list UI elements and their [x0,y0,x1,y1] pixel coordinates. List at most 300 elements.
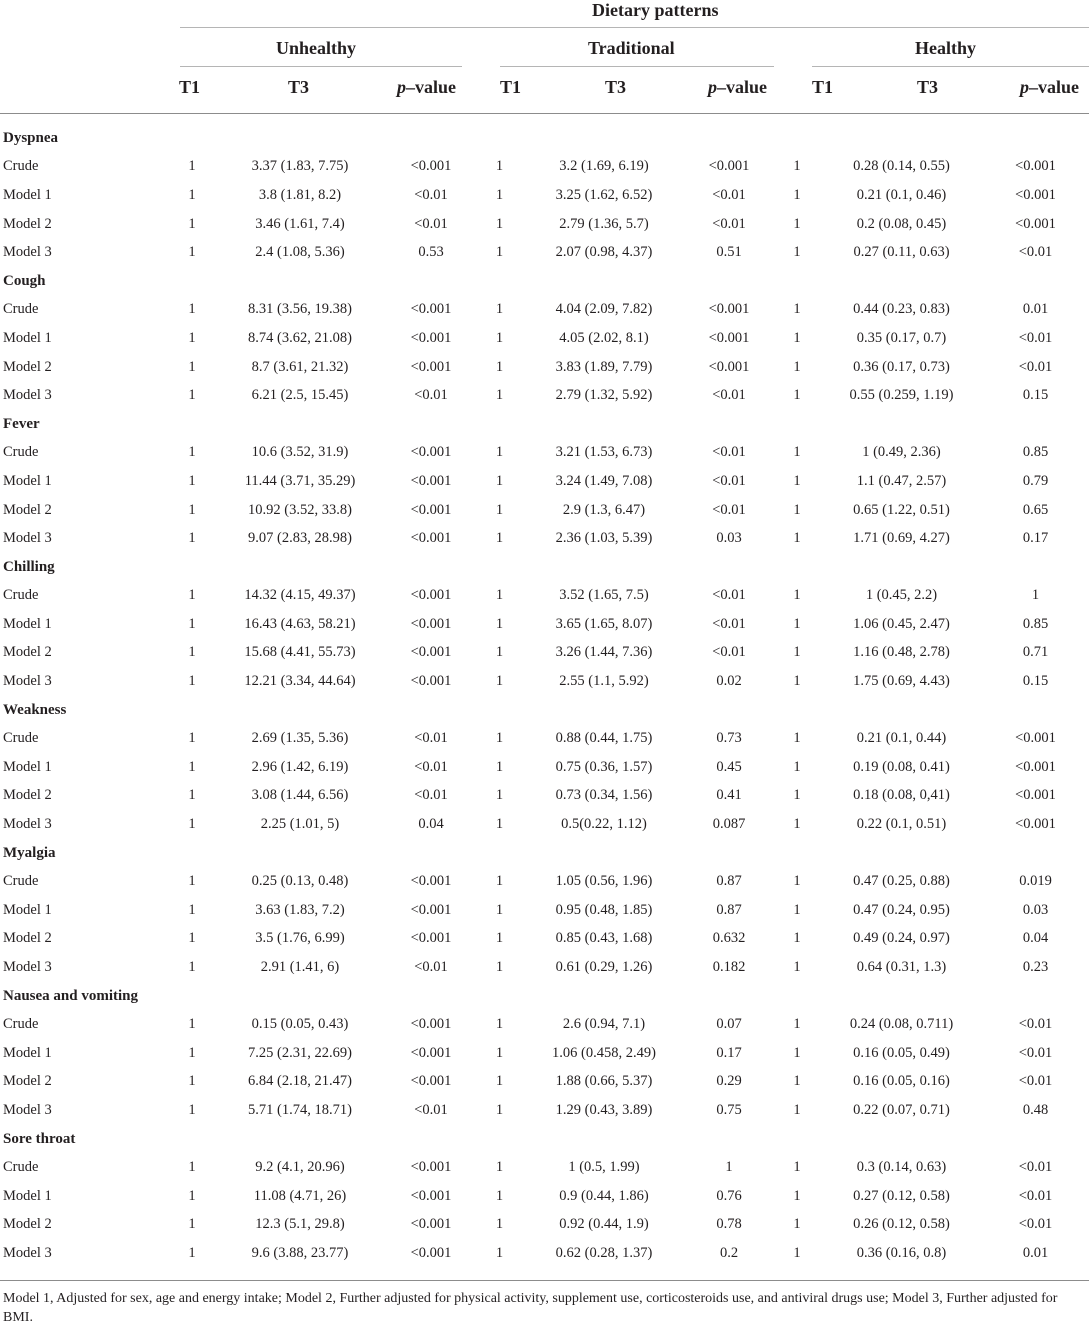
table-cell: 11.08 (4.71, 26) [253,1187,347,1204]
table-cell: <0.001 [708,329,750,346]
table-cell: 1 [793,1016,801,1033]
results-table-body [0,124,1089,1268]
table-cell: 0.62 (0.28, 1.37) [555,1244,653,1261]
table-cell: 1 [188,387,196,404]
table-cell: 0.23 [1022,959,1049,976]
table-cell: 1 [793,215,801,232]
table-cell: 0.04 [1022,930,1049,947]
table-cell: <0.01 [712,186,746,203]
section-title: Weakness [3,701,67,718]
row-label: Crude [3,587,39,604]
table-cell: <0.001 [410,358,452,375]
row-label: Crude [3,730,39,747]
table-row [0,582,1089,611]
table-row [0,1068,1089,1097]
table-cell: 9.6 (3.88, 23.77) [251,1244,349,1261]
table-cell: 0.087 [712,816,746,833]
section-title: Myalgia [3,844,56,861]
pattern-rule-traditional [500,66,774,67]
table-cell: <0.01 [414,730,448,747]
table-cell: 1 [495,1244,504,1261]
table-cell: 1 [188,1016,196,1033]
table-cell: 6.21 (2.5, 15.45) [251,387,349,404]
row-label: Crude [3,444,39,461]
table-cell: 7.25 (2.31, 22.69) [248,1044,352,1061]
results-table [0,124,1089,1268]
table-cell: 1 [793,244,801,261]
table-cell: 1 [495,1101,504,1118]
table-cell: 2.91 (1.41, 6) [260,959,340,976]
row-label: Model 1 [3,901,52,918]
table-row [0,667,1089,696]
table-cell: 1 [793,901,801,918]
row-label: Model 1 [3,472,52,489]
table-cell: 0.01 [1022,1244,1049,1261]
col-header-t1: T1 [812,77,834,97]
table-cell: 0.36 (0.16, 0.8) [856,1244,947,1261]
table-cell: 0.16 (0.05, 0.16) [853,1073,950,1090]
table-row [0,1010,1089,1039]
table-cell: 1 [188,186,196,203]
table-cell: 10.6 (3.52, 31.9) [251,444,349,461]
table-cell: 4.04 (2.09, 7.82) [555,301,653,318]
table-row [0,1239,1089,1268]
table-cell: 12.3 (5.1, 29.8) [255,1216,345,1233]
section-title: Cough [3,272,46,289]
col-header-t1: T1 [500,77,522,97]
table-cell: 1 [793,644,801,661]
table-cell: 1 [188,158,196,175]
table-cell: 1 [188,501,196,518]
table-cell: 0.79 [1022,472,1049,489]
table-cell: 1 [188,1216,196,1233]
table-cell: <0.001 [410,1044,452,1061]
table-cell: <0.01 [414,215,448,232]
table-cell: 1 [495,301,504,318]
table-cell: 0.87 [716,901,742,918]
table-cell: 9.07 (2.83, 28.98) [248,530,352,547]
table-cell: 0.47 (0.25, 0.88) [853,873,950,890]
table-cell: 1 [495,1216,504,1233]
table-cell: 1 [188,1244,196,1261]
table-cell: 0.29 [716,1073,742,1090]
table-cell: 10.92 (3.52, 33.8) [248,501,352,518]
table-cell: 0.71 [1022,644,1049,661]
pattern-title-healthy: Healthy [915,38,976,58]
section-header-row [0,982,1089,1011]
table-bottom-rule [0,1280,1089,1281]
table-cell: <0.001 [708,358,750,375]
table-row [0,1211,1089,1240]
table-cell: 0.65 (1.22, 0.51) [853,501,950,518]
table-cell: 12.21 (3.34, 44.64) [244,673,356,690]
table-cell: 1 [793,930,801,947]
table-cell: 1 [793,1073,801,1090]
table-cell: 1 (0.49, 2.36) [862,444,941,461]
table-cell: 1.29 (0.43, 3.89) [555,1101,653,1118]
table-cell: 3.2 (1.69, 6.19) [559,158,649,175]
table-cell: <0.001 [410,1016,452,1033]
row-label: Model 3 [3,816,52,833]
table-row [0,181,1089,210]
table-cell: 0.35 (0.17, 0.7) [856,329,947,346]
table-cell: 14.32 (4.15, 49.37) [244,587,356,604]
row-label: Model 3 [3,244,52,261]
table-cell: 0.65 [1022,501,1049,518]
pattern-rule-unhealthy [180,66,462,67]
table-cell: <0.001 [708,301,750,318]
table-cell: 1 [495,730,504,747]
table-cell: 0.019 [1019,873,1052,890]
table-cell: 1 [495,215,504,232]
col-header-p-value: p–value [397,77,457,97]
pattern-rule-healthy [812,66,1089,67]
row-label: Model 3 [3,959,52,976]
table-cell: <0.01 [1018,358,1053,375]
row-label: Model 3 [3,387,52,404]
table-cell: 1 [188,1044,196,1061]
table-row [0,896,1089,925]
table-cell: 8.31 (3.56, 19.38) [248,301,352,318]
table-cell: 0.18 (0.08, 0,41) [853,787,950,804]
table-cell: 1 [793,816,801,833]
table-cell: <0.01 [1018,244,1053,261]
table-cell: 3.46 (1.61, 7.4) [255,215,345,232]
table-cell: <0.001 [1015,158,1056,175]
table-cell: <0.01 [414,1101,448,1118]
row-label: Model 2 [3,1073,52,1090]
row-label: Model 2 [3,215,52,232]
table-cell: <0.01 [1018,1073,1053,1090]
row-label: Model 3 [3,673,52,690]
table-cell: 15.68 (4.41, 55.73) [244,644,356,661]
table-cell: 2.55 (1.1, 5.92) [559,673,649,690]
table-cell: 0.9 (0.44, 1.86) [559,1187,649,1204]
table-cell: 0.01 [1022,301,1049,318]
table-cell: 0.51 [716,244,742,261]
table-cell: 1 [495,873,504,890]
table-cell: 1 [188,930,196,947]
group-title: Dietary patterns [592,0,719,20]
table-cell: <0.001 [410,158,452,175]
table-cell: 1 [188,329,196,346]
table-cell: 0.75 [716,1101,742,1118]
table-cell: <0.01 [712,387,746,404]
table-cell: 1 [188,530,196,547]
table-cell: 1 [793,1101,801,1118]
row-label: Model 1 [3,329,52,346]
table-row [0,867,1089,896]
table-row [0,724,1089,753]
table-cell: 1 [188,758,196,775]
table-cell: 0.5(0.22, 1.12) [561,816,647,833]
table-cell: 1.05 (0.56, 1.96) [555,873,653,890]
col-header-t1: T1 [179,77,201,97]
table-cell: 1 [793,787,801,804]
table-cell: 2.6 (0.94, 7.1) [562,1016,646,1033]
table-cell: 0.73 [716,730,742,747]
table-cell: 1 [188,444,196,461]
col-header-p-value: p–value [1020,77,1080,97]
table-cell: <0.001 [410,873,452,890]
table-cell: 1 [495,472,504,489]
table-cell: 1 [793,587,801,604]
table-cell: 1 [793,673,801,690]
table-cell: 1 [793,158,801,175]
table-cell: 0.26 (0.12, 0.58) [853,1216,950,1233]
table-cell: 1 [495,787,504,804]
table-cell: 1 [495,1159,504,1176]
table-cell: 1 [188,816,196,833]
table-cell: 0.2 (0.08, 0.45) [856,215,947,232]
table-cell: 0.55 (0.259, 1.19) [849,387,954,404]
section-header-row [0,1125,1089,1154]
row-label: Model 2 [3,930,52,947]
table-cell: 1 [495,758,504,775]
group-rule [180,27,1089,28]
table-cell: 1 [495,444,504,461]
table-row [0,953,1089,982]
pattern-title-traditional: Traditional [588,38,675,58]
table-cell: <0.001 [410,930,452,947]
table-cell: <0.01 [1018,1187,1053,1204]
table-cell: 2.9 (1.3, 6.47) [562,501,646,518]
table-cell: 1 [793,530,801,547]
pattern-title-unhealthy: Unhealthy [276,38,357,58]
table-cell: 0.22 (0.07, 0.71) [853,1101,950,1118]
table-cell: 0.85 (0.43, 1.68) [555,930,653,947]
table-cell: 1 [495,501,504,518]
table-row [0,238,1089,267]
table-cell: <0.001 [1015,215,1056,232]
table-cell: 1 [495,959,504,976]
section-title: Chilling [3,558,55,575]
table-cell: 1 [188,215,196,232]
table-cell: 1 [793,873,801,890]
row-label: Crude [3,873,39,890]
table-cell: <0.01 [712,472,746,489]
table-cell: <0.001 [410,1216,452,1233]
table-cell: <0.01 [414,758,448,775]
table-cell: 1 [188,472,196,489]
table-row [0,381,1089,410]
table-cell: 1 [793,358,801,375]
table-cell: 1 [793,959,801,976]
table-cell: 2.25 (1.01, 5) [260,816,340,833]
table-cell: 3.8 (1.81, 8.2) [258,186,342,203]
table-cell: 1 [188,1159,196,1176]
table-cell: 1 [495,587,504,604]
table-cell: 11.44 (3.71, 35.29) [244,472,356,489]
table-row [0,153,1089,182]
table-cell: <0.01 [1018,1159,1053,1176]
table-cell: 1 [188,959,196,976]
section-title: Fever [3,415,40,432]
table-row [0,353,1089,382]
table-cell: <0.001 [410,644,452,661]
table-cell: 1 [188,1073,196,1090]
table-cell: <0.01 [712,644,746,661]
row-label: Model 3 [3,530,52,547]
table-cell: 0.02 [716,673,742,690]
col-header-t3: T3 [288,77,310,97]
table-cell: <0.001 [410,615,452,632]
table-row [0,810,1089,839]
table-cell: 1 [793,1187,801,1204]
row-label: Model 2 [3,1216,52,1233]
table-cell: 4.05 (2.02, 8.1) [559,329,649,346]
row-label: Model 1 [3,186,52,203]
table-cell: 1 [495,1187,504,1204]
table-cell: 3.65 (1.65, 8.07) [555,615,653,632]
table-cell: <0.01 [414,959,448,976]
table-cell: 1.06 (0.458, 2.49) [552,1044,656,1061]
table-cell: 2.4 (1.08, 5.36) [255,244,345,261]
section-header-row [0,410,1089,439]
table-cell: 1 [793,472,801,489]
table-cell: 1 [495,244,504,261]
table-cell: <0.001 [410,530,452,547]
row-label: Model 2 [3,358,52,375]
table-cell: 0.19 (0.08, 0.41) [853,758,950,775]
table-cell: 0.16 (0.05, 0.49) [853,1044,950,1061]
table-cell: 1 [793,615,801,632]
section-header-row [0,839,1089,868]
header-bottom-rule [0,113,1089,114]
table-cell: 0.25 (0.13, 0.48) [251,873,349,890]
table-cell: <0.001 [708,158,750,175]
table-cell: <0.001 [410,444,452,461]
table-cell: 16.43 (4.63, 58.21) [244,615,356,632]
table-cell: <0.001 [1015,758,1056,775]
table-cell: <0.001 [410,301,452,318]
table-cell: 0.85 [1022,615,1049,632]
table-cell: 0.49 (0.24, 0.97) [853,930,950,947]
table-cell: <0.01 [1018,1216,1053,1233]
table-cell: 0.64 (0.31, 1.3) [856,959,947,976]
table-cell: <0.001 [410,472,452,489]
table-cell: 1.1 (0.47, 2.57) [856,472,947,489]
table-cell: 9.2 (4.1, 20.96) [255,1159,345,1176]
row-label: Model 2 [3,501,52,518]
row-label: Model 2 [3,787,52,804]
table-row [0,639,1089,668]
table-cell: 1 [725,1159,733,1176]
table-cell: 0.41 [716,787,742,804]
table-cell: 1 [495,186,504,203]
table-cell: 3.24 (1.49, 7.08) [555,472,653,489]
table-cell: 3.52 (1.65, 7.5) [559,587,649,604]
table-cell: <0.001 [410,501,452,518]
table-cell: <0.001 [410,1073,452,1090]
table-cell: 0.88 (0.44, 1.75) [555,730,653,747]
table-cell: <0.001 [1015,186,1056,203]
table-cell: 0.76 [716,1187,742,1204]
table-cell: 0.53 [418,244,444,261]
table-header [0,0,1089,115]
table-cell: 0.27 (0.12, 0.58) [853,1187,950,1204]
table-cell: 1 [793,186,801,203]
table-cell: 1 [793,758,801,775]
table-cell: 8.74 (3.62, 21.08) [248,329,352,346]
table-cell: 0.182 [712,959,746,976]
table-cell: 0.95 (0.48, 1.85) [555,901,653,918]
table-cell: 0.73 (0.34, 1.56) [555,787,653,804]
table-cell: 2.07 (0.98, 4.37) [555,244,653,261]
table-cell: 3.5 (1.76, 6.99) [255,930,345,947]
row-label: Model 1 [3,1187,52,1204]
section-header-row [0,696,1089,725]
table-cell: 0.3 (0.14, 0.63) [856,1159,947,1176]
table-cell: 0.44 (0.23, 0.83) [853,301,950,318]
table-cell: 1 [793,501,801,518]
table-row [0,496,1089,525]
table-cell: <0.01 [414,186,448,203]
table-cell: 1 [188,901,196,918]
col-header-t3: T3 [917,77,939,97]
table-cell: 1.71 (0.69, 4.27) [853,530,950,547]
table-cell: 0.03 [1022,901,1049,918]
table-cell: 1 [495,930,504,947]
table-cell: 2.79 (1.32, 5.92) [555,387,653,404]
section-title: Dyspnea [3,129,59,146]
table-cell: <0.01 [414,787,448,804]
table-cell: 1 [495,615,504,632]
table-cell: 3.83 (1.89, 7.79) [555,358,653,375]
table-row [0,296,1089,325]
table-cell: <0.001 [410,1244,452,1261]
table-cell: 0.61 (0.29, 1.26) [555,959,653,976]
table-cell: <0.01 [712,587,746,604]
table-cell: 0.47 (0.24, 0.95) [853,901,950,918]
row-label: Model 3 [3,1244,52,1261]
table-cell: 1 [793,444,801,461]
table-cell: 1 [793,1216,801,1233]
table-row [0,467,1089,496]
table-cell: 1 [495,901,504,918]
table-cell: <0.01 [1018,1044,1053,1061]
table-cell: 1 [495,644,504,661]
table-row [0,925,1089,954]
table-cell: <0.001 [410,901,452,918]
table-row [0,753,1089,782]
table-cell: 0.78 [716,1216,742,1233]
table-cell: 0.07 [716,1016,742,1033]
table-cell: 0.632 [712,930,746,947]
table-cell: 1 [188,301,196,318]
table-cell: 0.17 [1022,530,1049,547]
table-cell: 3.26 (1.44, 7.36) [555,644,653,661]
table-cell: 1 [188,1101,196,1118]
table-cell: 1 [793,1159,801,1176]
table-row [0,524,1089,553]
table-row [0,439,1089,468]
table-cell: 3.21 (1.53, 6.73) [555,444,653,461]
table-row [0,324,1089,353]
table-row [0,1039,1089,1068]
row-label: Model 2 [3,644,52,661]
table-cell: 1 [495,1016,504,1033]
table-cell: <0.01 [712,444,746,461]
table-cell: 1.75 (0.69, 4.43) [853,673,950,690]
table-cell: <0.001 [1015,730,1056,747]
table-cell: 0.92 (0.44, 1.9) [559,1216,649,1233]
table-cell: 0.15 [1022,673,1049,690]
table-cell: <0.001 [410,1187,452,1204]
table-cell: 1.16 (0.48, 2.78) [853,644,950,661]
table-cell: 2.96 (1.42, 6.19) [251,758,349,775]
table-cell: 1 (0.5, 1.99) [568,1159,640,1176]
